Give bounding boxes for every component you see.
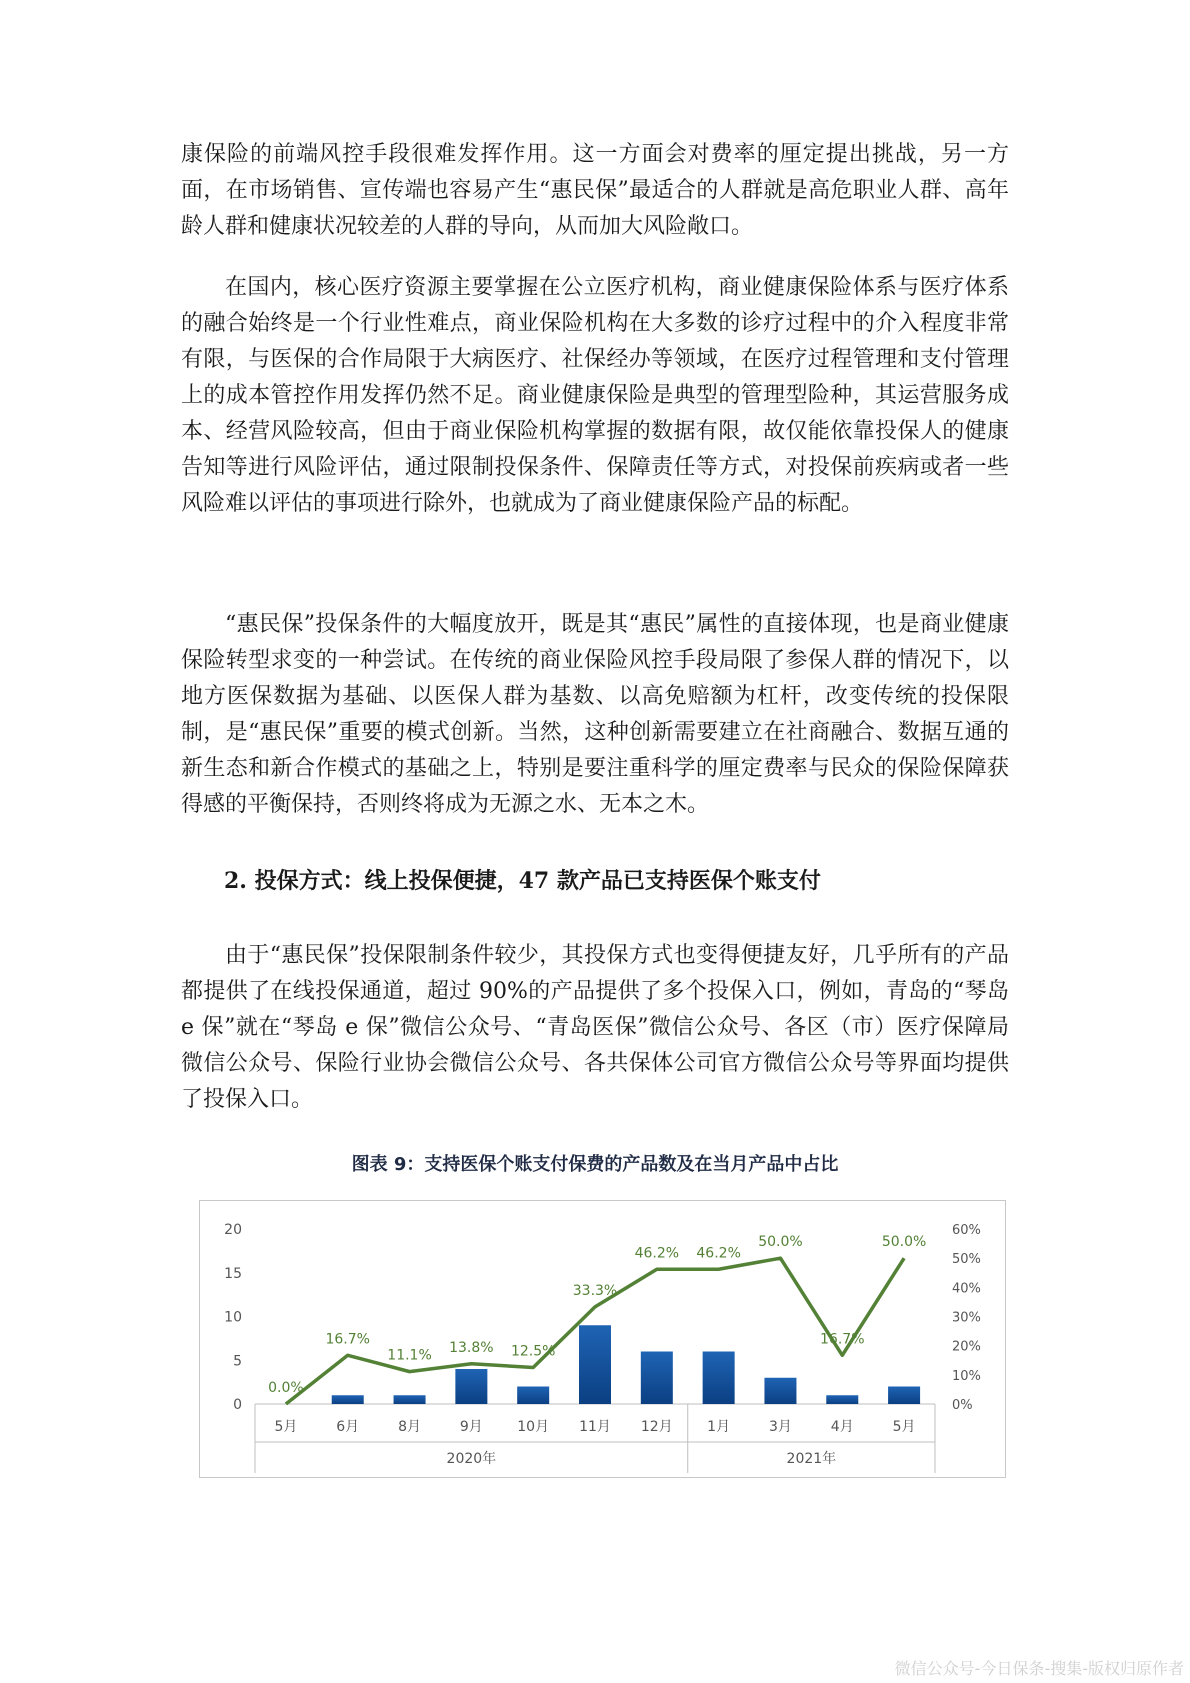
paragraph-2: 在国内，核心医疗资源主要掌握在公立医疗机构，商业健康保险体系与医疗体系的融合始终是一个行业性难点，商业保险机构在大多数的诊疗过程中的介入程度非常有限，与医保的合作局限于大病医疗、社保经办等领域，在医疗过程管理和支付管理上的成本管控作用发挥仍然不足。商业健康保险是典型的管理型险种，其运营服务成本、经营风险较高，但由于商业保险机构掌握的数据有限，故仅能依靠投保人的健康告知等进行风险评估，通过限制投保条件、保障责任等方式，对投保前疾病或者一些风险难以评估的事项进行除外，也就成为了商业健康保险产品的标配。	[181, 275, 1009, 516]
y-left-tick-label: 10	[224, 1309, 242, 1326]
bar-product-count	[455, 1369, 487, 1404]
y-left-tick-label: 0	[233, 1397, 242, 1413]
y-right-tick-label: 20%	[952, 1339, 981, 1355]
data-label-share: 50.0%	[881, 1234, 927, 1251]
y-right-tick-label: 30%	[952, 1310, 981, 1326]
group-label: 2021年	[786, 1451, 837, 1467]
bar-product-count	[332, 1395, 364, 1404]
group-label: 2020年	[446, 1451, 497, 1467]
y-right-tick-label: 10%	[952, 1368, 981, 1384]
data-label-share: 11.1%	[387, 1347, 432, 1364]
data-label-share: 46.2%	[696, 1245, 741, 1262]
combo-chart	[200, 1201, 1005, 1477]
data-label-share: 33.3%	[572, 1282, 618, 1299]
paragraph-4: 由于“惠民保”投保限制条件较少，其投保方式也变得便捷友好，几乎所有的产品都提供了在线投保通道，超过 90%的产品提供了多个投保入口，例如，青岛的“琴岛 e 保”就在“琴岛 e 保”微信公众号、“青岛医保”微信公众号、各区（市）医疗保障局微信公众号、保险行业协会微信公众号、各共保体公司官方微信公众号等界面均提供了投保入口。	[181, 943, 1009, 1112]
bar-product-count	[764, 1378, 796, 1404]
watermark: 微信公众号-今日保条-搜集-版权归原作者	[894, 1659, 1184, 1678]
x-tick-label: 5月	[274, 1419, 298, 1435]
x-tick-label: 10月	[517, 1419, 550, 1435]
bar-product-count	[888, 1387, 920, 1405]
x-tick-label: 11月	[579, 1419, 611, 1435]
data-label-share: 16.7%	[325, 1331, 370, 1348]
x-tick-label: 6月	[336, 1419, 360, 1435]
x-tick-label: 1月	[707, 1419, 731, 1435]
x-tick-label: 4月	[830, 1419, 854, 1435]
section-heading: 2. 投保方式：线上投保便捷，47 款产品已支持医保个账支付	[224, 868, 821, 894]
x-tick-label: 5月	[892, 1419, 916, 1435]
y-right-tick-label: 60%	[952, 1223, 981, 1238]
data-label-share: 0.0%	[268, 1380, 304, 1396]
x-tick-label: 9月	[459, 1419, 483, 1435]
bar-product-count	[579, 1325, 611, 1404]
y-right-tick-label: 0%	[952, 1398, 973, 1413]
chart-frame	[199, 1200, 1006, 1478]
bar-product-count	[826, 1395, 858, 1404]
data-label-share: 13.8%	[449, 1339, 494, 1356]
data-label-share: 16.7%	[820, 1331, 865, 1348]
paragraph-3: “惠民保”投保条件的大幅度放开，既是其“惠民”属性的直接体现，也是商业健康保险转型求变的一种尝试。在传统的商业保险风控手段局限了参保人群的情况下，以地方医保数据为基础、以医保人群为基数、以高免赔额为杠杆，改变传统的投保限制，是“惠民保”重要的模式创新。当然，这种创新需要建立在社商融合、数据互通的新生态和新合作模式的基础之上，特别是要注重科学的厘定费率与民众的保险保障获得感的平衡保持，否则终将成为无源之水、无本之木。	[181, 612, 1009, 817]
data-label-share: 50.0%	[758, 1234, 803, 1251]
bar-product-count	[703, 1352, 735, 1405]
y-right-tick-label: 50%	[952, 1252, 981, 1268]
bar-product-count	[517, 1387, 549, 1405]
data-label-share: 12.5%	[510, 1343, 556, 1360]
y-left-tick-label: 15	[224, 1265, 242, 1282]
data-label-share: 46.2%	[634, 1245, 680, 1262]
x-tick-label: 8月	[398, 1419, 422, 1435]
paragraph-1: 康保险的前端风控手段很难发挥作用。这一方面会对费率的厘定提出挑战，另一方面，在市场销售、宣传端也容易产生“惠民保”最适合的人群就是高危职业人群、高年龄人群和健康状况较差的人群的导向，从而加大风险敞口。	[181, 142, 1009, 239]
y-right-tick-label: 40%	[952, 1281, 981, 1297]
y-left-tick-label: 20	[224, 1222, 242, 1238]
chart-title: 图表 9：支持医保个账支付保费的产品数及在当月产品中占比	[351, 1154, 839, 1175]
bar-product-count	[641, 1352, 673, 1405]
x-tick-label: 12月	[640, 1419, 673, 1435]
bar-product-count	[394, 1395, 426, 1404]
x-tick-label: 3月	[768, 1419, 792, 1435]
y-left-tick-label: 5	[233, 1353, 242, 1370]
